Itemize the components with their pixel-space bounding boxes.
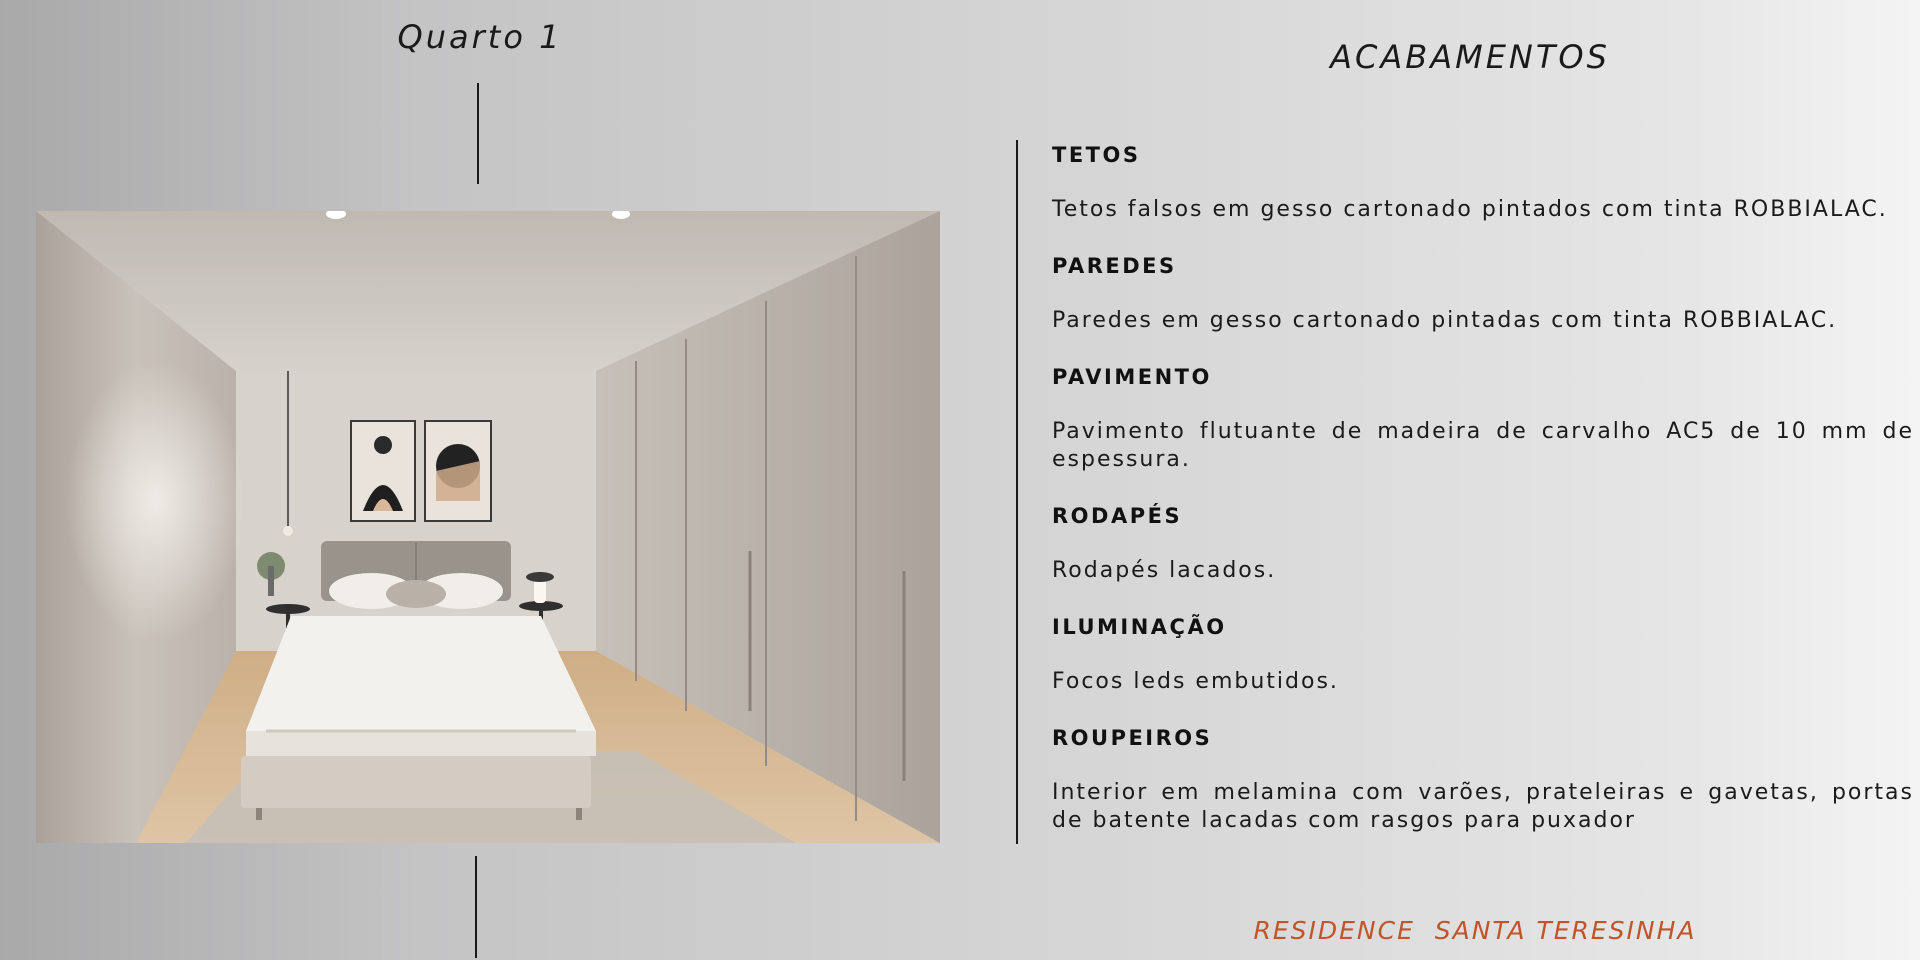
finish-heading: ROUPEIROS (1052, 726, 1213, 750)
finish-description: Tetos falsos em gesso cartonado pintados com tinta ROBBIALAC. (1052, 197, 1888, 222)
bottom-divider-line (475, 856, 477, 958)
finishes-list (1052, 140, 1914, 862)
residence-brand: RESIDENCE SANTA TERESINHA (1253, 916, 1697, 945)
finish-item-roupeiros (1052, 723, 1914, 835)
finish-heading: TETOS (1052, 143, 1141, 167)
room-title: Quarto 1 (397, 18, 563, 56)
finish-item-pavimento (1052, 362, 1914, 474)
finish-heading: ILUMINAÇÃO (1052, 615, 1227, 639)
finish-heading: PAVIMENTO (1052, 365, 1212, 389)
finish-description: Paredes em gesso cartonado pintadas com tinta ROBBIALAC. (1052, 308, 1838, 333)
finish-description: Interior em melamina com varões, prateleiras e gavetas, portas de batente lacadas com rasgos para puxador (1052, 780, 1914, 833)
finish-item-tetos (1052, 140, 1914, 224)
finish-description: Focos leds embutidos. (1052, 669, 1339, 694)
bedroom-render-image (36, 211, 940, 843)
finishes-divider-line (1016, 140, 1018, 844)
finish-description: Rodapés lacados. (1052, 558, 1277, 583)
finishes-title: ACABAMENTOS (1330, 38, 1610, 76)
finish-item-rodapes (1052, 501, 1914, 585)
finish-heading: PAREDES (1052, 254, 1177, 278)
finish-description: Pavimento flutuante de madeira de carvalho AC5 de 10 mm de espessura. (1052, 419, 1914, 472)
finish-item-iluminacao (1052, 612, 1914, 696)
top-divider-line (477, 83, 479, 184)
finish-heading: RODAPÉS (1052, 504, 1183, 528)
finish-item-paredes (1052, 251, 1914, 335)
